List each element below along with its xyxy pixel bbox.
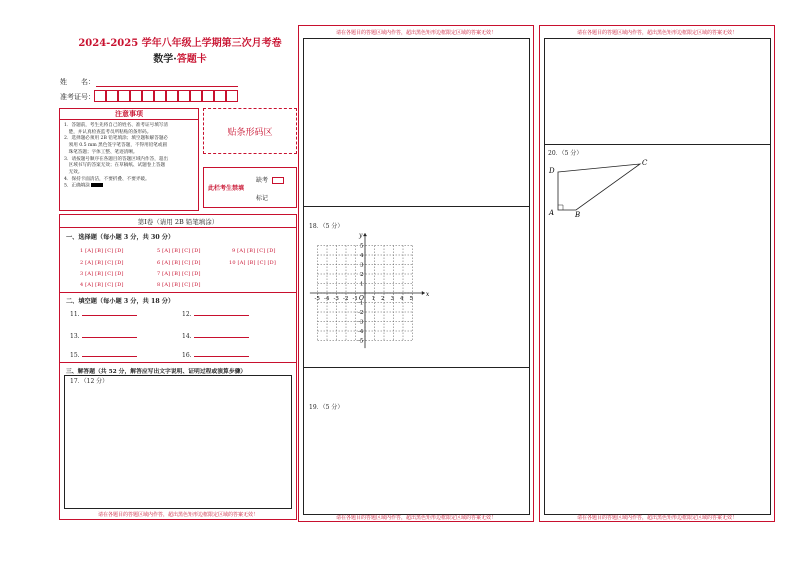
divider [60, 362, 296, 363]
exam-id-digit-box[interactable] [94, 90, 106, 102]
q17-answer-box[interactable] [64, 375, 292, 509]
absent-box [203, 167, 297, 208]
blank-16[interactable] [182, 352, 249, 359]
notice-item: 无效。 [64, 169, 83, 175]
q17-label: 17．（12 分） [70, 378, 109, 385]
exam-id-digit-box[interactable] [118, 90, 130, 102]
absent-box-title: 此栏考生禁填 [208, 185, 245, 192]
blank-13[interactable] [70, 333, 137, 340]
warning-text: 请在各题目的答题区域内作答，超出黑色矩形边框限定区域的答案无效！ [576, 30, 737, 36]
x-tick-label: 5 [409, 296, 413, 302]
quadrilateral-abcd [558, 164, 640, 210]
x-tick-label: 1 [371, 296, 375, 302]
notice-item: 3．请按题号顺序在各题目的答题区域内作答，超出 [64, 156, 168, 162]
blank-label: 16. [182, 352, 192, 359]
absent-mark-box[interactable] [272, 177, 284, 184]
notice-box [59, 108, 199, 211]
x-axis-arrow [422, 291, 425, 295]
mc-row[interactable]: 8 [A] [B] [C] [D] [157, 282, 201, 288]
exam-id-digit-box[interactable] [202, 90, 214, 102]
notice-item: 区域书写的答案无效；在草稿纸、试题卷上答题 [64, 163, 166, 169]
notice-item: 2．选择题必须用 2B 铅笔填涂；填空题和解答题必 [64, 136, 169, 142]
y-tick-label: 2 [360, 272, 364, 278]
x-tick-label: 2 [381, 296, 385, 302]
x-tick-label: 4 [400, 296, 404, 302]
notice-item [64, 183, 194, 190]
x-axis-label: x [425, 291, 430, 298]
y-tick-label: -1 [358, 300, 364, 307]
exam-id-digit-box[interactable] [226, 90, 238, 102]
solve-title: 三、解答题（共 52 分，解答应写出文字说明、证明过程或演算步骤） [66, 369, 247, 375]
mc-title: 一、选择题（每小题 3 分，共 30 分） [66, 234, 175, 241]
exam-id-digit-box[interactable] [166, 90, 178, 102]
y-axis-arrow [363, 233, 367, 236]
coordinate-grid [309, 231, 434, 356]
notice-item: 楚，并认真检查监考员所粘贴的条形码。 [64, 129, 152, 135]
x-tick-label: 3 [390, 296, 394, 302]
exam-id-digit-box[interactable] [130, 90, 142, 102]
y-tick-label: 1 [360, 281, 364, 288]
divider [60, 227, 296, 228]
warning-text: 请在各题目的答题区域内作答，超出黑色矩形边框限定区域的答案无效！ [335, 30, 496, 36]
exam-id-label: 准考证号： [60, 93, 95, 101]
absent-label: 缺考 [256, 177, 269, 184]
mc-row[interactable]: 9 [A] [B] [C] [D] [232, 248, 276, 254]
point-label-b: B [575, 211, 581, 219]
right-answer-frame[interactable] [544, 38, 771, 515]
warning-text: 请在各题目的答题区域内作答，超出黑色矩形边框限定区域的答案无效！ [97, 512, 258, 518]
section-1-header: 第Ⅰ卷（请用 2B 铅笔填涂） [137, 218, 219, 226]
mc-row[interactable]: 2 [A] [B] [C] [D] [80, 260, 124, 266]
y-axis-label: y [359, 231, 363, 239]
mc-row[interactable]: 7 [A] [B] [C] [D] [157, 271, 201, 277]
blank-label: 12. [182, 311, 192, 318]
blank-12[interactable] [182, 311, 249, 318]
y-tick-label: -5 [358, 338, 364, 345]
notice-item-text: 5．正确填涂 [64, 183, 90, 189]
divider [60, 292, 296, 293]
notice-list [60, 120, 198, 191]
warning-text: 请在各题目的答题区域内作答，超出黑色矩形边框限定区域的答案无效！ [335, 515, 496, 521]
blank-label: 11. [70, 311, 80, 318]
blank-label: 15. [70, 352, 80, 359]
mc-row[interactable]: 5 [A] [B] [C] [D] [157, 248, 201, 254]
blank-label: 14. [182, 333, 192, 340]
mc-row[interactable]: 10 [A] [B] [C] [D] [229, 260, 277, 266]
x-tick-label: -2 [343, 296, 349, 302]
y-tick-label: 4 [360, 253, 364, 259]
exam-id-digit-box[interactable] [106, 90, 118, 102]
y-tick-label: -3 [358, 319, 364, 326]
warning-text: 请在各题目的答题区域内作答，超出黑色矩形边框限定区域的答案无效！ [576, 515, 737, 521]
notice-item: 1．答题前，考生先将自己的姓名、准考证号填写清 [64, 123, 168, 128]
x-tick-label: -5 [314, 296, 320, 302]
mark-label: 标记 [256, 195, 269, 202]
y-tick-label: -2 [358, 310, 364, 316]
barcode-area: 贴条形码区 [203, 108, 297, 154]
origin-label: O [359, 295, 364, 302]
subject-label: 数学 [153, 54, 174, 65]
mc-row[interactable]: 6 [A] [B] [C] [D] [157, 260, 201, 266]
exam-id-digit-box[interactable] [178, 90, 190, 102]
q19-label: 19．（5 分） [309, 404, 344, 411]
divider [303, 206, 530, 207]
blank-14[interactable] [182, 333, 249, 340]
answer-card-label: 答题卡 [176, 54, 207, 65]
y-tick-label: 5 [360, 243, 364, 250]
q18-label: 18．（5 分） [309, 223, 344, 230]
q20-label: 20．（5 分） [548, 150, 583, 157]
x-tick-label: -1 [352, 296, 358, 302]
y-tick-label: -4 [358, 329, 364, 335]
exam-id-digit-box[interactable] [190, 90, 202, 102]
mc-row[interactable]: 4 [A] [B] [C] [D] [80, 282, 124, 288]
notice-item: 4．保持卡面清洁，不要折叠、不要弄破。 [64, 176, 150, 182]
divider [544, 144, 771, 145]
exam-title: 2024-2025 学年八年级上学期第三次月考卷 [78, 38, 282, 49]
middle-column [298, 25, 534, 522]
mc-row[interactable]: 3 [A] [B] [C] [D] [80, 271, 124, 277]
notice-heading: 注意事项 [60, 109, 198, 120]
name-label: 姓 名： [60, 78, 95, 86]
exam-id-digit-box[interactable] [142, 90, 154, 102]
x-tick-label: -3 [333, 296, 339, 302]
blank-11[interactable] [70, 311, 137, 318]
filled-mark-example [91, 183, 103, 187]
notice-item: 珠笔答题；字体工整、笔迹清晰。 [64, 149, 138, 155]
x-tick-label: -4 [324, 296, 330, 302]
blank-15[interactable] [70, 352, 137, 359]
exam-id-digit-box[interactable] [154, 90, 166, 102]
section-1-panel [59, 214, 297, 520]
divider [303, 367, 530, 368]
fill-title: 二、填空题（每小题 3 分，共 18 分） [66, 298, 175, 305]
blank-label: 13. [70, 333, 80, 340]
right-column [539, 25, 775, 522]
point-label-d: D [549, 167, 555, 175]
q20-figure [546, 158, 646, 218]
notice-item: 须用 0.5 mm 黑色签字笔答题，不得用铅笔或圆 [64, 143, 168, 149]
exam-subtitle [60, 50, 300, 65]
point-label-c: C [642, 159, 648, 167]
name-field[interactable] [96, 86, 238, 87]
y-tick-label: 3 [360, 262, 364, 269]
exam-id-digit-box[interactable] [214, 90, 226, 102]
point-label-a: A [549, 209, 555, 217]
subtitle-separator: · [173, 54, 177, 65]
mc-row[interactable]: 1 [A] [B] [C] [D] [80, 248, 124, 254]
